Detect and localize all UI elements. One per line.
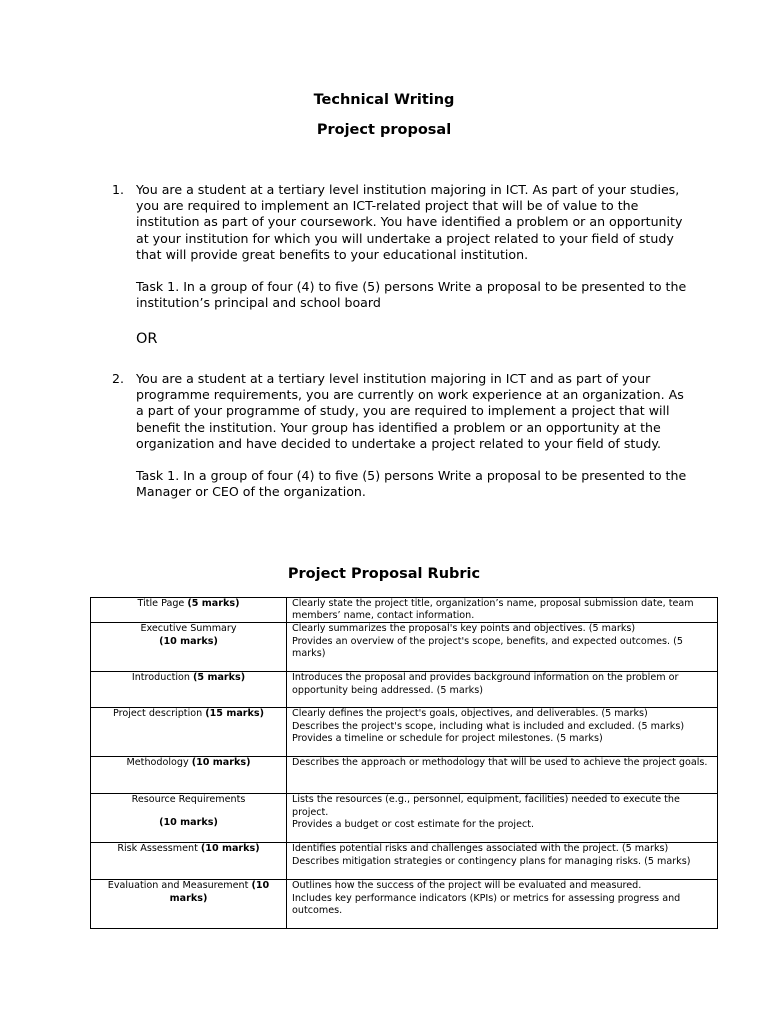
- criterion-cell: [91, 598, 287, 623]
- description-cell: [287, 843, 718, 880]
- rubric-title: Project Proposal Rubric: [287, 566, 481, 582]
- table-row: [91, 598, 718, 623]
- criterion-label: Title Page: [137, 598, 185, 609]
- list-item-number: 1.: [112, 182, 125, 197]
- rubric-table: [90, 597, 718, 929]
- description-line: Describes the project's scope, including what is included and excluded. (5 marks): [292, 720, 685, 732]
- list-item-1: [112, 182, 692, 311]
- description-cell: [287, 794, 718, 843]
- criterion-marks: (10 marks): [159, 816, 218, 828]
- criterion-cell: [91, 757, 287, 794]
- criterion-marks: (10 marks): [159, 635, 218, 647]
- criterion-marks: (5 marks): [187, 598, 240, 609]
- description-line: Outlines how the success of the project will be evaluated and measured.: [292, 880, 642, 892]
- description-cell: [287, 708, 718, 757]
- criterion-cell: [91, 708, 287, 757]
- description-line: Clearly summarizes the proposal's key points and objectives. (5 marks): [292, 623, 636, 635]
- description-line: Provides a timeline or schedule for project milestones. (5 marks): [292, 732, 603, 744]
- task-text: Task 1. In a group of four (4) to five (5) persons Write a proposal to be presented to the institution’s principal and school board: [136, 279, 687, 311]
- description-line: Clearly state the project title, organization’s name, proposal submission date, team members’ name, contact information.: [292, 598, 694, 622]
- description-cell: [287, 598, 718, 623]
- description-line: Includes key performance indicators (KPIs) or metrics for assessing progress and outcomes.: [292, 892, 681, 916]
- criterion-label: Evaluation and Measurement: [107, 880, 249, 892]
- criterion-label: Methodology: [126, 757, 189, 769]
- description-line: Describes the approach or methodology that will be used to achieve the project goals.: [292, 757, 708, 769]
- table-row: [91, 708, 718, 757]
- table-row: [91, 672, 718, 708]
- table-row: [91, 623, 718, 672]
- criterion-label: Project description: [112, 708, 203, 720]
- criterion-label: Executive Summary: [140, 623, 237, 635]
- table-row: [91, 757, 718, 794]
- criterion-marks: (5 marks): [193, 672, 246, 684]
- criterion-marks: (10 marks): [200, 843, 260, 855]
- description-line: Introduces the proposal and provides background information on the problem or opportunity being addressed. (5 marks): [292, 672, 679, 696]
- or-separator: OR: [136, 331, 158, 347]
- criterion-label: Resource Requirements: [131, 794, 246, 806]
- table-row: [91, 843, 718, 880]
- list-item-number: 2.: [112, 371, 125, 386]
- description-cell: [287, 880, 718, 929]
- criterion-cell: [91, 794, 287, 843]
- description-cell: [287, 672, 718, 708]
- task-text: Task 1. In a group of four (4) to five (5) persons Write a proposal to be presented to the Manager or CEO of the organization.: [136, 468, 687, 500]
- description-cell: [287, 623, 718, 672]
- table-row: [91, 794, 718, 843]
- criterion-cell: [91, 843, 287, 880]
- description-line: Identifies potential risks and challenges associated with the project. (5 marks): [292, 843, 669, 855]
- criterion-marks: (10 marks): [191, 757, 251, 769]
- description-line: Describes mitigation strategies or contingency plans for managing risks. (5 marks): [292, 855, 691, 867]
- description-line: Lists the resources (e.g., personnel, equipment, facilities) needed to execute the project.: [292, 794, 680, 818]
- description-line: Provides a budget or cost estimate for the project.: [292, 818, 535, 830]
- criterion-label: Introduction: [131, 672, 190, 684]
- description-line: Clearly defines the project's goals, objectives, and deliverables. (5 marks): [292, 708, 648, 720]
- document-title: Technical Writing: [313, 92, 455, 108]
- criterion-cell: [91, 672, 287, 708]
- scenario-text: You are a student at a tertiary level institution majoring in ICT and as part of your programme requirements, you are currently on work experience at an organization. As a part of your programme of study, you are required to implement a project that will benefit the institution. Your group has identified a problem or an opportunity at the organization and have decided to undertake a project related to your field of study.: [136, 371, 684, 451]
- description-line: Provides an overview of the project's scope, benefits, and expected outcomes. (5 marks): [292, 635, 683, 659]
- criterion-cell: [91, 623, 287, 672]
- criterion-label: Risk Assessment: [117, 843, 198, 855]
- description-cell: [287, 757, 718, 794]
- list-item-2: [112, 371, 692, 500]
- criterion-cell: [91, 880, 287, 929]
- criterion-marks: (15 marks): [205, 708, 265, 720]
- document-subtitle: Project proposal: [316, 122, 452, 138]
- criterion-marks: (10 marks): [169, 880, 270, 904]
- table-row: [91, 880, 718, 929]
- scenario-text: You are a student at a tertiary level institution majoring in ICT. As part of your studies, you are required to implement an ICT-related project that will be of value to the institution as part of your coursework. You have identified a problem or an opportunity at your institution for which you will undertake a project related to your field of study that will provide great benefits to your educational institution.: [136, 182, 683, 262]
